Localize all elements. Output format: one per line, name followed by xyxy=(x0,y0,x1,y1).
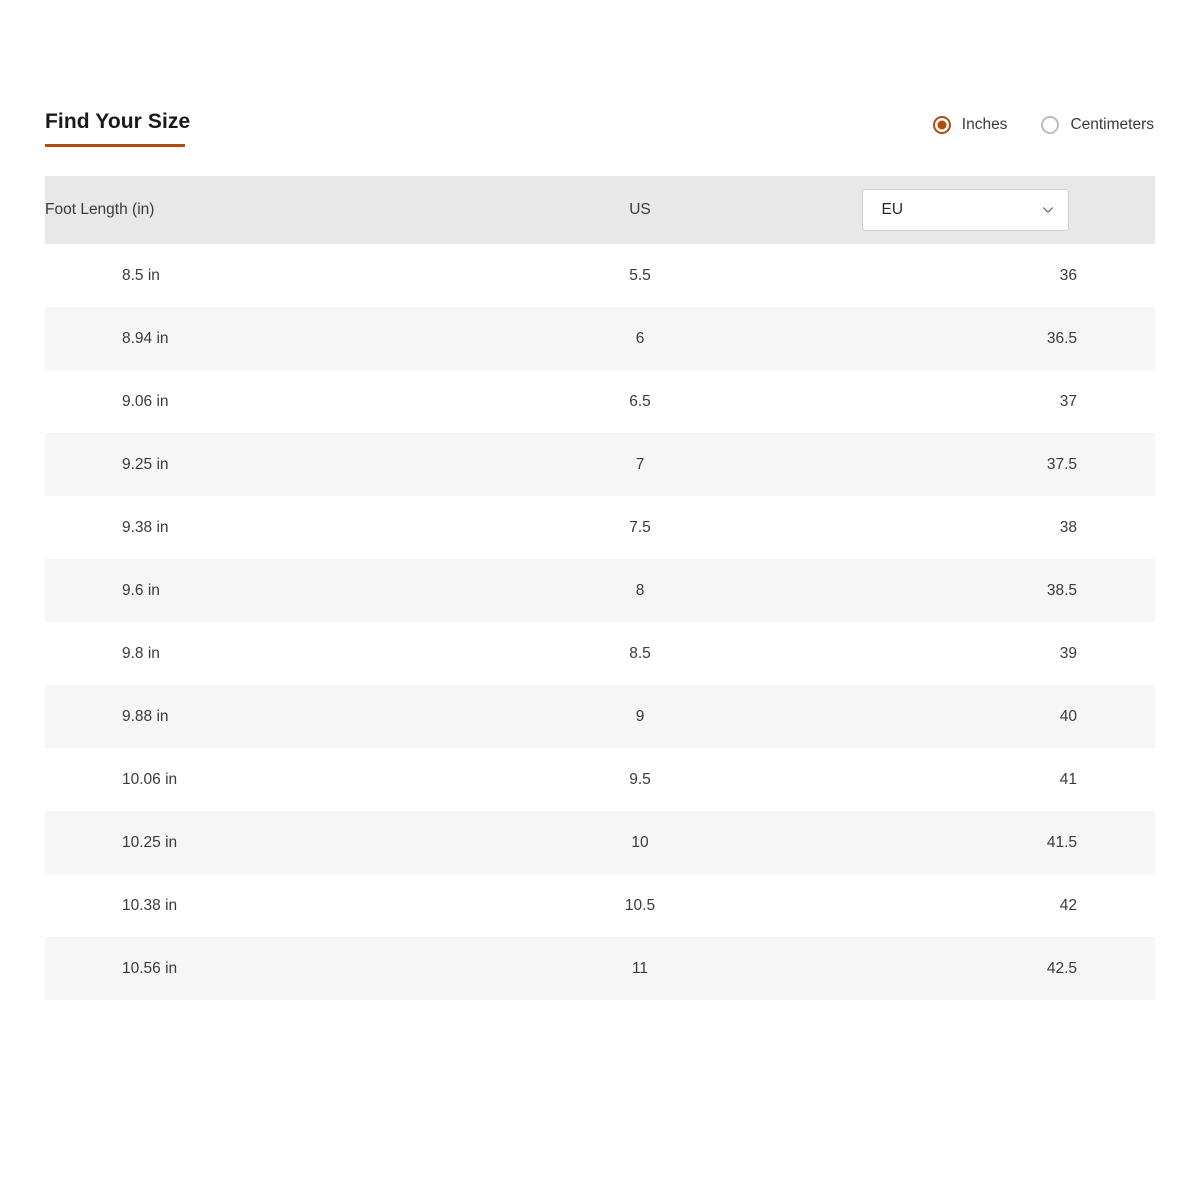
radio-inches-icon[interactable] xyxy=(933,116,951,134)
cell-us: 10 xyxy=(505,811,775,874)
cell-eu: 36.5 xyxy=(775,307,1155,370)
cell-foot-length: 10.25 in xyxy=(45,811,505,874)
cell-eu: 41 xyxy=(1059,770,1077,788)
cell-foot-length: 9.06 in xyxy=(122,392,169,410)
table-row xyxy=(45,874,1155,937)
column-header-foot-length: Foot Length (in) xyxy=(45,176,505,244)
title-underline xyxy=(45,144,185,147)
unit-option-inches[interactable] xyxy=(933,116,1008,134)
region-select[interactable] xyxy=(862,189,1069,231)
panel-header xyxy=(45,108,1155,160)
table-row xyxy=(45,937,1155,1000)
size-chart-panel xyxy=(45,108,1155,1000)
cell-us: 10.5 xyxy=(624,896,656,914)
cell-foot-length: 8.5 in xyxy=(122,266,160,284)
cell-eu: 37 xyxy=(1059,392,1077,410)
cell-eu: 42 xyxy=(1059,896,1077,914)
radio-centimeters-icon[interactable] xyxy=(1041,116,1059,134)
cell-us: 8.5 xyxy=(629,644,651,662)
table-row xyxy=(45,307,1155,370)
size-table-body xyxy=(45,244,1155,1000)
unit-option-centimeters[interactable] xyxy=(1041,116,1154,134)
cell-foot-length: 9.8 in xyxy=(122,644,160,662)
table-row xyxy=(45,622,1155,685)
table-row xyxy=(45,370,1155,433)
cell-us: 6 xyxy=(505,307,775,370)
table-row xyxy=(45,748,1155,811)
cell-foot-length: 8.94 in xyxy=(45,307,505,370)
title-block xyxy=(45,108,190,147)
cell-us: 8 xyxy=(505,559,775,622)
cell-eu: 39 xyxy=(1059,644,1077,662)
cell-eu: 38 xyxy=(1059,518,1077,536)
cell-eu: 36 xyxy=(1059,266,1077,284)
cell-us: 5.5 xyxy=(629,266,651,284)
cell-us: 9 xyxy=(505,685,775,748)
table-row xyxy=(45,433,1155,496)
chevron-down-icon xyxy=(1041,203,1055,217)
unit-option-centimeters-label: Centimeters xyxy=(1070,116,1154,133)
size-table-head xyxy=(45,176,1155,244)
cell-us: 11 xyxy=(505,937,775,1000)
column-header-region-select xyxy=(775,176,1155,244)
cell-foot-length: 10.38 in xyxy=(122,896,178,914)
unit-option-inches-label: Inches xyxy=(961,116,1008,133)
table-row xyxy=(45,685,1155,748)
cell-foot-length: 9.38 in xyxy=(122,518,169,536)
cell-foot-length: 10.06 in xyxy=(122,770,178,788)
cell-eu: 40 xyxy=(775,685,1155,748)
column-header-us: US xyxy=(505,176,775,244)
size-table xyxy=(45,176,1155,1000)
table-row xyxy=(45,811,1155,874)
cell-foot-length: 9.6 in xyxy=(45,559,505,622)
cell-eu: 42.5 xyxy=(775,937,1155,1000)
region-select-value: EU xyxy=(881,201,904,218)
cell-us: 7.5 xyxy=(629,518,651,536)
table-row xyxy=(45,244,1155,307)
unit-toggle-group xyxy=(933,116,1155,134)
cell-foot-length: 9.25 in xyxy=(45,433,505,496)
cell-eu: 38.5 xyxy=(775,559,1155,622)
table-row xyxy=(45,559,1155,622)
cell-foot-length: 10.56 in xyxy=(45,937,505,1000)
page-title: Find Your Size xyxy=(45,110,191,133)
cell-us: 9.5 xyxy=(629,770,651,788)
table-header-row xyxy=(45,176,1155,244)
cell-us: 6.5 xyxy=(629,392,651,410)
cell-foot-length: 9.88 in xyxy=(45,685,505,748)
cell-eu: 41.5 xyxy=(775,811,1155,874)
cell-us: 7 xyxy=(505,433,775,496)
cell-eu: 37.5 xyxy=(775,433,1155,496)
table-row xyxy=(45,496,1155,559)
